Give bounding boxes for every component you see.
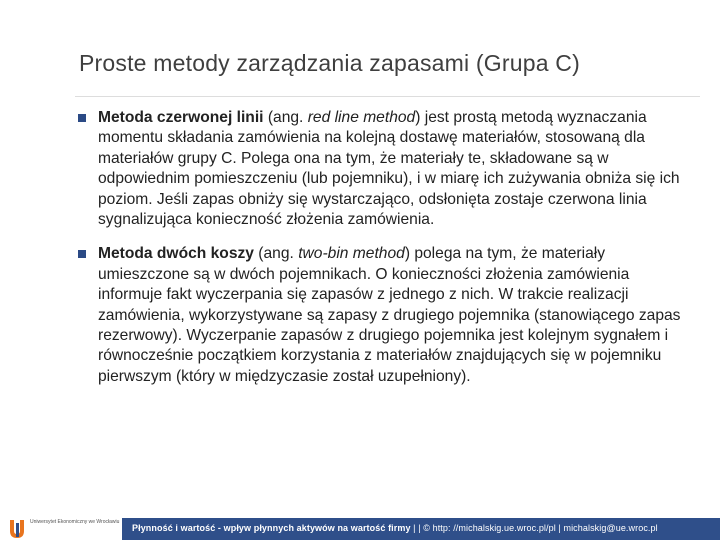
- bullet-body: ) polega na tym, że materiały umieszczone są w dwóch pojemnikach. O konieczności złożenia zamówienia informuje fakt wyczerpania się zapasów z jednego z nich. W trakcie realizacji zamówienia, wykorzystywane są zapasy z drugiego pojemnika (stanowiącego zapas rezerwowy). Wyczerpanie zapasów z drugiego pojemnika jest kolejnym sygnałem i równocześnie początkiem korzystania z materiałów znajdujących się w pojemniku pierwszym (który w międzyczasie został uzupełniony).: [98, 245, 681, 385]
- bullet-item-red-line: [78, 108, 688, 230]
- bullet-text: [98, 108, 688, 230]
- slide-title: Proste metody zarządzania zapasami (Grupa C): [79, 50, 580, 76]
- square-bullet-icon: [78, 250, 86, 258]
- bullet-list: [78, 108, 688, 401]
- footer-bar: [122, 518, 720, 540]
- bullet-text: [98, 244, 688, 387]
- bullet-term-english: two-bin method: [298, 245, 405, 263]
- bullet-term: Metoda dwóch koszy: [98, 245, 254, 263]
- square-bullet-icon: [78, 114, 86, 122]
- title-divider: [75, 96, 700, 97]
- bullet-paren: (ang.: [263, 109, 308, 126]
- footer-links: | | © http: //michalskig.ue.wroc.pl/pl | michalskig@ue.wroc.pl: [410, 523, 658, 533]
- bullet-item-two-bin: [78, 244, 688, 387]
- footer-text: [132, 523, 658, 533]
- bullet-term-english: red line method: [307, 109, 416, 126]
- bullet-body: ) jest prostą metodą wyznaczania momentu składania zamówienia na kolejną dostawę materiałów, stosowaną dla materiałów grupy C. Polega ona na tym, że materiały te, składowane są w odpowiednim pomieszczeniu (lub pojemniku), i w miarę ich zużywania obniża się ich poziom. Jeśli zapas obniży się wystarczająco, odsłonięta zostaje czerwona linia sygnalizująca konieczność złożenia zamówienia.: [98, 109, 680, 229]
- logo-text: Uniwersytet Ekonomiczny we Wrocławiu: [30, 519, 120, 525]
- bullet-paren: (ang.: [253, 245, 299, 263]
- footer-title: Płynność i wartość - wpływ płynnych aktywów na wartość firmy: [132, 523, 411, 533]
- bullet-term: Metoda czerwonej linii: [98, 109, 264, 126]
- university-logo: [8, 518, 118, 540]
- university-logo-icon: [8, 518, 28, 540]
- footer: [0, 512, 720, 540]
